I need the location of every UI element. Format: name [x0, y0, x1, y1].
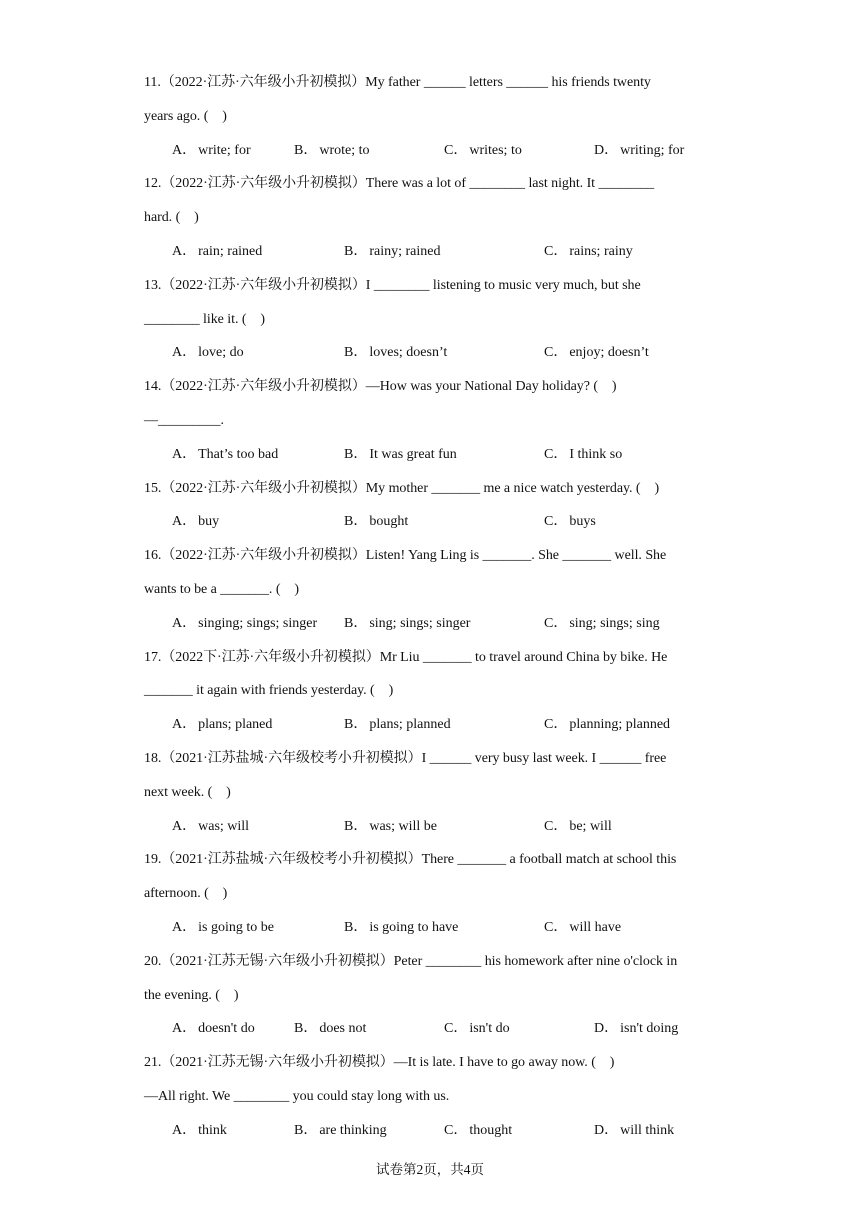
option-b[interactable] — [344, 235, 440, 269]
option-text: loves; doesn’t — [369, 345, 448, 361]
question-stem-line: afternoon. ( ) — [144, 886, 228, 902]
option-letter: C． — [444, 142, 468, 158]
option-c[interactable] — [444, 134, 522, 168]
option-letter: B． — [344, 615, 368, 631]
option-c[interactable] — [544, 810, 612, 844]
option-b[interactable] — [344, 336, 447, 370]
option-letter: C． — [544, 446, 568, 462]
option-letter: A． — [172, 345, 197, 361]
options-row — [144, 810, 724, 844]
option-text: think — [198, 1122, 227, 1138]
option-text: writes; to — [469, 142, 522, 158]
option-c[interactable] — [544, 911, 621, 945]
options-row — [144, 1012, 724, 1046]
question-stem-line: next week. ( ) — [144, 784, 231, 800]
option-text: sing; sings; sing — [569, 615, 660, 631]
option-letter: C． — [444, 1021, 468, 1037]
option-text: sing; sings; singer — [369, 615, 471, 631]
option-c[interactable] — [444, 1114, 512, 1148]
option-b[interactable] — [344, 438, 457, 472]
option-letter: D． — [594, 142, 619, 158]
question-stem-line: 15.（2022·江苏·六年级小升初模拟）My mother _______ me a nice watch yesterday. ( ) — [144, 480, 660, 496]
option-b[interactable] — [294, 1012, 366, 1046]
option-letter: C． — [544, 818, 568, 834]
option-letter: B． — [344, 818, 368, 834]
option-letter: B． — [344, 345, 368, 361]
option-text: is going to have — [369, 919, 459, 935]
option-b[interactable] — [344, 505, 408, 539]
option-c[interactable] — [544, 607, 660, 641]
option-text: singing; sings; singer — [198, 615, 318, 631]
option-text: are thinking — [319, 1122, 387, 1138]
question-stem-line: 17.（2022下·江苏·六年级小升初模拟）Mr Liu _______ to travel around China by bike. He — [144, 649, 668, 665]
question-11 — [144, 66, 724, 167]
option-text: wrote; to — [319, 142, 370, 158]
option-a[interactable] — [172, 336, 244, 370]
option-b[interactable] — [344, 708, 451, 742]
question-stem-line: ________ like it. ( ) — [144, 311, 266, 327]
question-stem-line: _______ it again with friends yesterday. ( ) — [144, 683, 394, 699]
option-letter: A． — [172, 243, 197, 259]
options-row — [144, 708, 724, 742]
option-letter: A． — [172, 514, 197, 530]
option-letter: B． — [344, 446, 368, 462]
option-letter: D． — [594, 1122, 619, 1138]
option-c[interactable] — [544, 708, 670, 742]
option-letter: A． — [172, 818, 197, 834]
option-letter: B． — [294, 142, 318, 158]
option-a[interactable] — [172, 607, 317, 641]
option-text: is going to be — [198, 919, 274, 935]
option-b[interactable] — [294, 1114, 387, 1148]
question-13 — [144, 269, 724, 370]
option-a[interactable] — [172, 911, 274, 945]
question-18 — [144, 742, 724, 843]
option-text: isn't do — [469, 1021, 510, 1037]
question-20 — [144, 945, 724, 1046]
question-19 — [144, 843, 724, 944]
question-21 — [144, 1046, 724, 1147]
option-letter: A． — [172, 1021, 197, 1037]
question-stem-line: wants to be a _______. ( ) — [144, 581, 300, 597]
option-text: does not — [319, 1021, 367, 1037]
option-a[interactable] — [172, 1012, 255, 1046]
option-text: thought — [469, 1122, 513, 1138]
option-letter: C． — [544, 345, 568, 361]
option-text: rainy; rained — [369, 243, 441, 259]
option-text: It was great fun — [369, 446, 457, 462]
question-stem-line: —_________. — [144, 412, 224, 428]
option-letter: C． — [544, 615, 568, 631]
option-b[interactable] — [344, 810, 437, 844]
option-a[interactable] — [172, 134, 251, 168]
option-c[interactable] — [544, 438, 622, 472]
options-row — [144, 911, 724, 945]
option-text: will think — [620, 1122, 675, 1138]
option-text: That’s too bad — [198, 446, 279, 462]
question-stem-line: 14.（2022·江苏·六年级小升初模拟）—How was your National Day holiday? ( ) — [144, 379, 617, 395]
option-text: buy — [198, 514, 220, 530]
option-letter: A． — [172, 1122, 197, 1138]
question-stem-line: 16.（2022·江苏·六年级小升初模拟）Listen! Yang Ling is _______. She _______ well. She — [144, 548, 667, 564]
options-row — [144, 1114, 724, 1148]
question-stem-line: 13.（2022·江苏·六年级小升初模拟）I ________ listening to music very much, but she — [144, 277, 641, 293]
options-row — [144, 505, 724, 539]
options-row — [144, 336, 724, 370]
option-text: plans; planed — [198, 717, 273, 733]
option-a[interactable] — [172, 810, 249, 844]
question-12 — [144, 167, 724, 268]
option-letter: A． — [172, 919, 197, 935]
question-stem-line: years ago. ( ) — [144, 108, 227, 124]
option-text: bought — [369, 514, 409, 530]
option-c[interactable] — [544, 235, 633, 269]
option-a[interactable] — [172, 1114, 227, 1148]
options-row — [144, 235, 724, 269]
option-c[interactable] — [444, 1012, 510, 1046]
option-letter: C． — [544, 243, 568, 259]
option-c[interactable] — [544, 505, 596, 539]
option-letter: B． — [344, 717, 368, 733]
option-letter: C． — [544, 514, 568, 530]
option-text: planning; planned — [569, 717, 671, 733]
option-letter: C． — [544, 919, 568, 935]
question-stem-line: the evening. ( ) — [144, 987, 239, 1003]
option-text: doesn't do — [198, 1021, 255, 1037]
option-d[interactable] — [594, 134, 684, 168]
option-text: I think so — [569, 446, 623, 462]
option-text: rains; rainy — [569, 243, 633, 259]
option-b[interactable] — [344, 607, 470, 641]
question-stem-line: hard. ( ) — [144, 210, 199, 226]
option-b[interactable] — [344, 911, 458, 945]
option-text: was; will be — [369, 818, 437, 834]
option-text: rain; rained — [198, 243, 263, 259]
option-letter: A． — [172, 446, 197, 462]
option-text: was; will — [198, 818, 250, 834]
option-letter: B． — [344, 243, 368, 259]
question-list — [144, 66, 724, 1148]
option-d[interactable] — [594, 1012, 678, 1046]
option-text: love; do — [198, 345, 244, 361]
question-15 — [144, 472, 724, 540]
option-text: will have — [569, 919, 622, 935]
question-stem-line: 20.（2021·江苏无锡·六年级小升初模拟）Peter ________ his homework after nine o'clock in — [144, 953, 678, 969]
option-letter: B． — [294, 1122, 318, 1138]
question-stem-line: 12.（2022·江苏·六年级小升初模拟）There was a lot of ________ last night. It ________ — [144, 176, 655, 192]
option-letter: D． — [594, 1021, 619, 1037]
page-footer: 试卷第2页，共4页 — [376, 1162, 484, 1177]
option-letter: B． — [344, 514, 368, 530]
options-row — [144, 607, 724, 641]
question-stem-line: 18.（2021·江苏盐城·六年级校考小升初模拟）I ______ very busy last week. I ______ free — [144, 750, 667, 766]
question-stem-line: 11.（2022·江苏·六年级小升初模拟）My father ______ letters ______ his friends twenty — [144, 75, 651, 90]
option-text: write; for — [198, 142, 251, 158]
option-text: isn't doing — [620, 1021, 679, 1037]
option-text: writing; for — [620, 142, 685, 158]
option-letter: C． — [444, 1122, 468, 1138]
option-text: buys — [569, 514, 596, 530]
option-a[interactable] — [172, 708, 272, 742]
question-stem-line: 21.（2021·江苏无锡·六年级小升初模拟）—It is late. I have to go away now. ( ) — [144, 1055, 615, 1071]
options-row — [144, 438, 724, 472]
question-stem-line: 19.（2021·江苏盐城·六年级校考小升初模拟）There _______ a football match at school this — [144, 852, 677, 868]
option-letter: A． — [172, 717, 197, 733]
option-a[interactable] — [172, 235, 262, 269]
option-text: be; will — [569, 818, 612, 834]
option-a[interactable] — [172, 438, 278, 472]
option-text: plans; planned — [369, 717, 451, 733]
option-letter: A． — [172, 142, 197, 158]
question-16 — [144, 539, 724, 640]
option-a[interactable] — [172, 505, 219, 539]
question-17 — [144, 641, 724, 742]
option-d[interactable] — [594, 1114, 674, 1148]
option-b[interactable] — [294, 134, 370, 168]
option-letter: B． — [294, 1021, 318, 1037]
options-row — [144, 134, 724, 168]
option-letter: B． — [344, 919, 368, 935]
question-stem-line: —All right. We ________ you could stay long with us. — [144, 1088, 450, 1104]
option-c[interactable] — [544, 336, 649, 370]
option-text: enjoy; doesn’t — [569, 345, 649, 361]
option-letter: C． — [544, 717, 568, 733]
question-14 — [144, 370, 724, 471]
option-letter: A． — [172, 615, 197, 631]
